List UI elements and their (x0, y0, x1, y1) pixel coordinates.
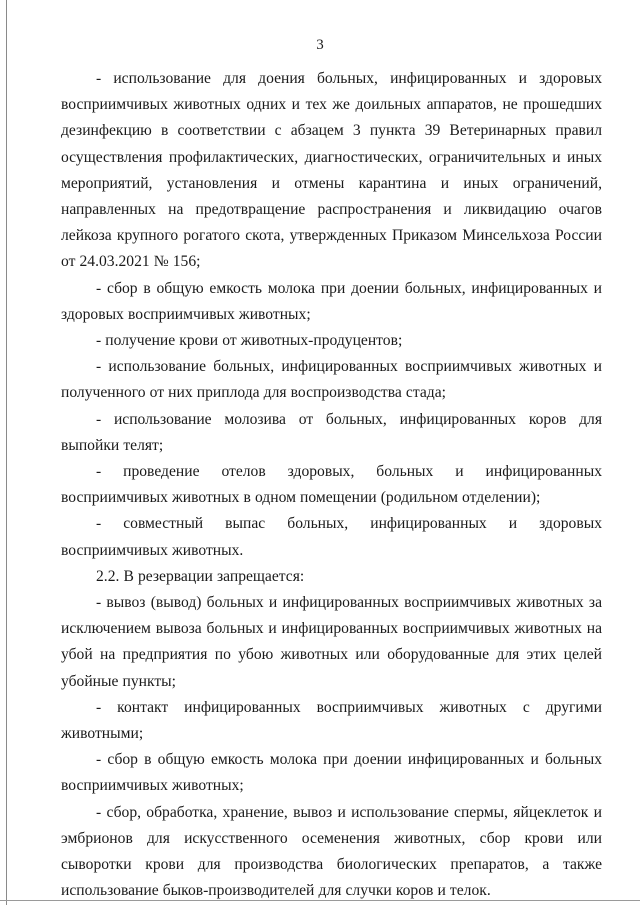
paragraph-reservation-milk-collection: - сбор в общую емкость молока при доении инфицированных и больных восприимчивых животных; (61, 751, 602, 795)
paragraph-genetic-material: - сбор, обработка, хранение, вывоз и использование спермы, яйцеклеток и эмбрионов для искусственного осеменения животных, сбор крови или сыворотки крови для производства биологических препаратов, а также использование быков-производителей для случки коров и телок. (61, 803, 602, 900)
document-body (61, 66, 602, 905)
section-heading-2-2: 2.2. В резервации запрещается: (96, 567, 305, 585)
paragraph-animal-export: - вывоз (вывод) больных и инфицированных восприимчивых животных за исключением вывоза больных и инфицированных восприимчивых животных на убой на предприятия по убою животных или оборудованные для этих целей убойные пункты; (61, 594, 602, 690)
paragraph-blood-collection: - получение крови от животных-продуцентов; (96, 332, 403, 350)
paragraph-grazing: - совместный выпас больных, инфицированных и здоровых восприимчивых животных. (61, 515, 602, 559)
paragraph-milk-collection: - сбор в общую емкость молока при доении больных, инфицированных и здоровых восприимчивых животных; (61, 279, 602, 323)
scan-left-edge (6, 0, 7, 905)
paragraph-animal-contact: - контакт инфицированных восприимчивых животных с другими животными; (61, 698, 602, 743)
paragraph-calving: - проведение отелов здоровых, больных и инфицированных восприимчивых животных в одном помещении (родильном отделении); (61, 463, 602, 507)
paragraph-milking-equipment: - использование для доения больных, инфицированных и здоровых восприимчивых животных одних и тех же доильных аппаратов, не прошедших дезинфекцию в соответствии с абзацем 3 пункта 39 Ветеринарных правил осуществления профилактических, диагностических, ограничительных и иных мероприятий, установления и отмены карантина и иных ограничений, направленных на предотвращение распространения и ликвидацию очагов лейкоза крупного рогатого скота, утвержденных Приказом Минсельхоза России от 24.03.2021 № 156; (61, 70, 602, 271)
paragraph-herd-reproduction: - использование больных, инфицированных восприимчивых животных и полученного от них приплода для воспроизводства стада; (61, 358, 602, 402)
page-number: 3 (316, 37, 324, 53)
paragraph-colostrum: - использование молозива от больных, инфицированных коров для выпойки телят; (61, 410, 602, 454)
